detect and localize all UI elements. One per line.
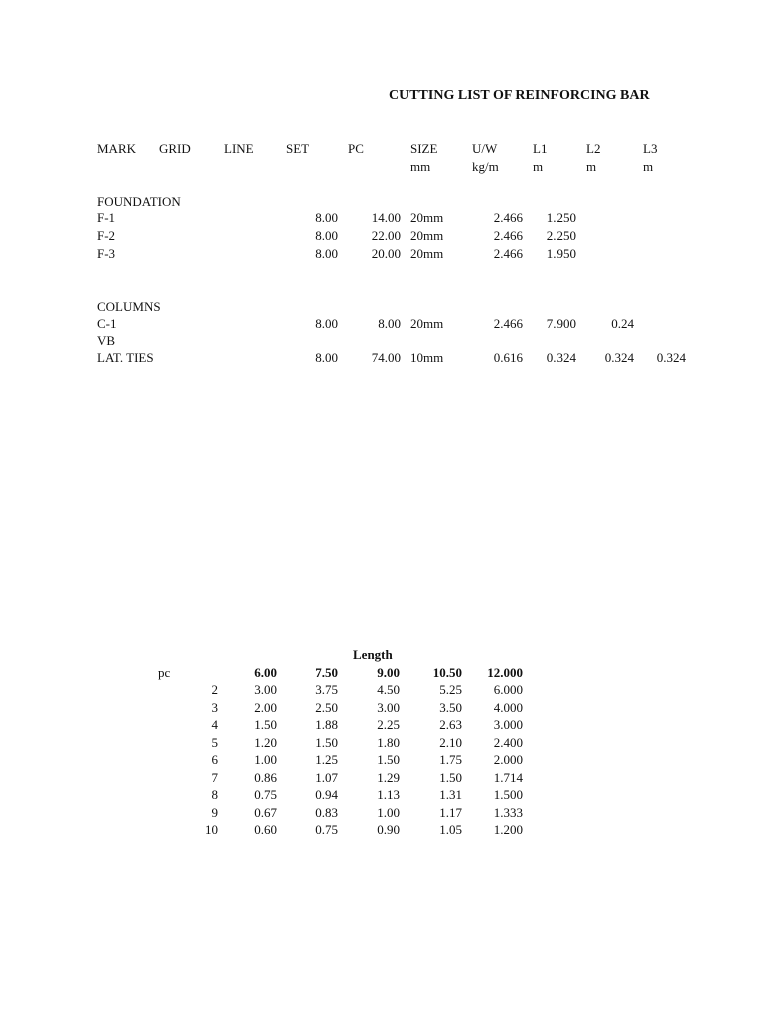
header-size: SIZE: [410, 141, 438, 156]
cell-l2: 0.324: [604, 350, 634, 365]
value-cell: 2.63: [439, 717, 462, 732]
header-grid: GRID: [159, 141, 191, 156]
length-header-cell: 6.00: [254, 665, 277, 680]
value-cell: 1.13: [377, 787, 400, 802]
value-cell: 0.60: [254, 822, 277, 837]
value-cell: 1.25: [315, 752, 338, 767]
value-cell: 6.000: [493, 682, 523, 697]
cell-pc: 22.00: [371, 228, 401, 243]
cell-pc: 14.00: [371, 210, 401, 225]
header-l3: L3: [643, 141, 658, 156]
cell-mark: LAT. TIES: [97, 350, 154, 365]
length-header-cell: 9.00: [377, 665, 400, 680]
value-cell: 2.10: [439, 735, 462, 750]
value-cell: 2.00: [254, 700, 277, 715]
cell-uw: 2.466: [493, 246, 523, 261]
value-cell: 1.17: [439, 805, 462, 820]
length-header-cell: 12.000: [487, 665, 523, 680]
cell-mark: F-2: [97, 228, 116, 243]
header-line: LINE: [224, 141, 254, 156]
value-cell: 3.000: [493, 717, 523, 732]
value-cell: 1.05: [439, 822, 462, 837]
cell-mark: C-1: [97, 316, 117, 331]
cell-set: 8.00: [315, 228, 338, 243]
cell-set: 8.00: [315, 210, 338, 225]
value-cell: 1.29: [377, 770, 400, 785]
value-cell: 4.000: [493, 700, 523, 715]
cell-pc: 74.00: [371, 350, 401, 365]
pc-label: pc: [158, 665, 171, 680]
pc-cell: 10: [205, 822, 218, 837]
cell-l1: 1.950: [546, 246, 576, 261]
pc-cell: 3: [211, 700, 218, 715]
value-cell: 0.75: [315, 822, 338, 837]
header-uw-unit: kg/m: [472, 159, 499, 174]
length-header-cell: 10.50: [432, 665, 462, 680]
header-l2-unit: m: [586, 159, 597, 174]
cell-l1: 1.250: [546, 210, 576, 225]
cell-size: 20mm: [410, 228, 444, 243]
cell-uw: 0.616: [493, 350, 523, 365]
cell-mark: VB: [97, 333, 116, 348]
pc-cell: 9: [211, 805, 218, 820]
cell-size: 20mm: [410, 316, 444, 331]
header-size-unit: mm: [410, 159, 431, 174]
value-cell: 4.50: [377, 682, 400, 697]
header-pc: PC: [348, 141, 364, 156]
cell-mark: F-3: [97, 246, 116, 261]
cell-size: 20mm: [410, 246, 444, 261]
header-mark: MARK: [97, 141, 137, 156]
value-cell: 3.75: [315, 682, 338, 697]
page-title: CUTTING LIST OF REINFORCING BAR: [389, 88, 650, 103]
header-l1: L1: [533, 141, 548, 156]
pc-cell: 7: [211, 770, 218, 785]
cell-pc: 8.00: [378, 316, 401, 331]
value-cell: 0.86: [254, 770, 277, 785]
pc-cell: 6: [211, 752, 218, 767]
section-foundation-label: FOUNDATION: [97, 194, 181, 209]
header-l3-unit: m: [643, 159, 654, 174]
value-cell: 1.200: [493, 822, 523, 837]
value-cell: 1.50: [254, 717, 277, 732]
header-set: SET: [286, 141, 310, 156]
cell-uw: 2.466: [493, 228, 523, 243]
header-l1-unit: m: [533, 159, 544, 174]
value-cell: 2.000: [493, 752, 523, 767]
value-cell: 1.50: [377, 752, 400, 767]
section-columns-label: COLUMNS: [97, 299, 161, 314]
cell-l1: 7.900: [546, 316, 576, 331]
value-cell: 1.50: [315, 735, 338, 750]
cell-size: 10mm: [410, 350, 444, 365]
value-cell: 0.90: [377, 822, 400, 837]
pc-cell: 5: [211, 735, 218, 750]
cell-uw: 2.466: [493, 316, 523, 331]
cell-uw: 2.466: [493, 210, 523, 225]
value-cell: 0.67: [254, 805, 277, 820]
value-cell: 1.00: [377, 805, 400, 820]
cell-pc: 20.00: [371, 246, 401, 261]
value-cell: 1.500: [493, 787, 523, 802]
value-cell: 1.20: [254, 735, 277, 750]
header-l2: L2: [586, 141, 601, 156]
pc-cell: 4: [211, 717, 218, 732]
cell-l2: 0.24: [611, 316, 634, 331]
value-cell: 3.00: [377, 700, 400, 715]
length-caption: Length: [353, 647, 393, 662]
cell-size: 20mm: [410, 210, 444, 225]
value-cell: 1.07: [315, 770, 338, 785]
cell-set: 8.00: [315, 316, 338, 331]
pc-cell: 2: [211, 682, 218, 697]
value-cell: 1.333: [493, 805, 523, 820]
value-cell: 1.714: [493, 770, 523, 785]
value-cell: 1.31: [439, 787, 462, 802]
value-cell: 3.50: [439, 700, 462, 715]
value-cell: 2.400: [493, 735, 523, 750]
value-cell: 1.80: [377, 735, 400, 750]
cell-l3: 0.324: [656, 350, 686, 365]
value-cell: 1.00: [254, 752, 277, 767]
pc-cell: 8: [211, 787, 218, 802]
value-cell: 1.88: [315, 717, 338, 732]
value-cell: 0.94: [315, 787, 338, 802]
value-cell: 3.00: [254, 682, 277, 697]
value-cell: 2.25: [377, 717, 400, 732]
length-header-cell: 7.50: [315, 665, 338, 680]
value-cell: 1.75: [439, 752, 462, 767]
value-cell: 2.50: [315, 700, 338, 715]
cell-set: 8.00: [315, 350, 338, 365]
value-cell: 0.83: [315, 805, 338, 820]
cell-set: 8.00: [315, 246, 338, 261]
cell-mark: F-1: [97, 210, 116, 225]
header-uw: U/W: [472, 141, 498, 156]
cell-l1: 0.324: [546, 350, 576, 365]
value-cell: 5.25: [439, 682, 462, 697]
cell-l1: 2.250: [546, 228, 576, 243]
value-cell: 0.75: [254, 787, 277, 802]
value-cell: 1.50: [439, 770, 462, 785]
